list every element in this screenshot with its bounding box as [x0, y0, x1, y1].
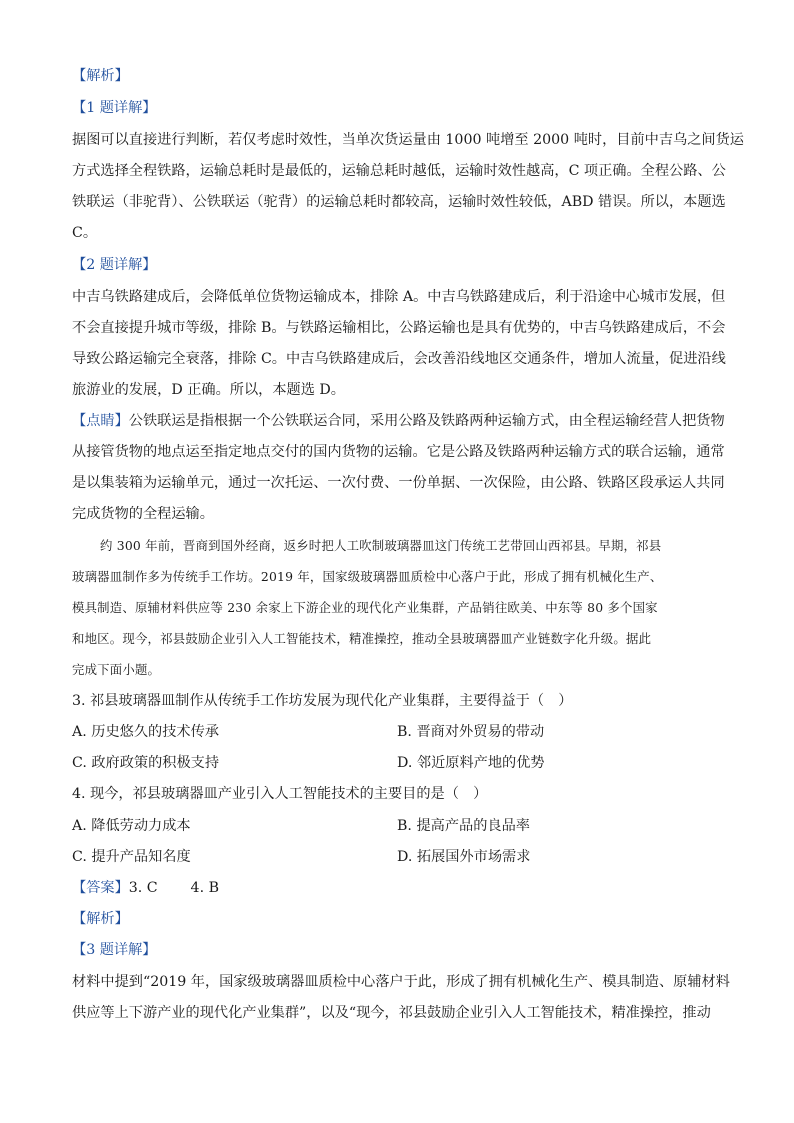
q1-line: 方式选择全程铁路，运输总耗时是最低的，运输总耗时越低，运输时效性越高，C 项正确。全程公路、公: [72, 163, 726, 179]
dianjing-label: 【点睛】: [72, 413, 129, 429]
question-option: D. 邻近原料产地的优势: [397, 755, 545, 771]
q3-line: 材料中提到“2019 年，国家级玻璃器皿质检中心落户于此，形成了拥有机械化生产、模具制造、原辅材料: [72, 974, 730, 990]
question-option: B. 晋商对外贸易的带动: [397, 724, 545, 740]
question-stem: 3. 祁县玻璃器皿制作从传统手工作坊发展为现代化产业集群，主要得益于（ ）: [72, 693, 573, 709]
jiexi-label: 【解析】: [72, 68, 129, 84]
daan-text: 3. C 4. B: [128, 880, 220, 896]
question-option: A. 降低劳动力成本: [72, 818, 191, 834]
q1-detail-label: 【1 题详解】: [72, 100, 157, 116]
answer-line: [72, 878, 722, 898]
q2-detail-label: 【2 题详解】: [72, 257, 157, 273]
dianjing-line: [72, 411, 725, 431]
question-option: A. 历史悠久的技术传承: [72, 724, 219, 740]
q2-line: 不会直接提升城市等级，排除 B。与铁路运输相比，公路运输也是具有优势的，中吉乌铁路建成后，不会: [72, 320, 726, 336]
question-option: D. 拓展国外市场需求: [397, 849, 531, 865]
question-option: C. 政府政策的积极支持: [72, 755, 220, 771]
q3-line: 供应等上下游产业的现代化产业集群”，以及“现今，祁县鼓励企业引入人工智能技术，精准操控，推动: [72, 1005, 711, 1021]
q2-line: 中吉乌铁路建成后，会降低单位货物运输成本，排除 A。中吉乌铁路建成后，利于沿途中心城市发展，但: [72, 289, 726, 305]
material-line: 和地区。现今，祁县鼓励企业引入人工智能技术，精准操控，推动全县玻璃器皿产业链数字化升级。据此: [72, 631, 652, 646]
q1-line: 铁联运（非驼背）、公铁联运（驼背）的运输总耗时都较高，运输时效性较低，ABD 错误。所以，本题选: [72, 194, 726, 210]
material-line: 完成下面小题。: [72, 662, 161, 677]
q2-line: 旅游业的发展，D 正确。所以，本题选 D。: [72, 382, 345, 398]
q1-line: C。: [72, 225, 98, 241]
question-option: C. 提升产品知名度: [72, 849, 191, 865]
material-line: 约 300 年前，晋商到国外经商，返乡时把人工吹制玻璃器皿这门传统工艺带回山西祁县。早期，祁县: [100, 538, 662, 553]
dianjing-text: 公铁联运是指根据一个公铁联运合同，采用公路及铁路两种运输方式，由全程运输经营人把货物: [128, 413, 725, 429]
q3-detail-label: 【3 题详解】: [72, 942, 157, 958]
dianjing-line: 完成货物的全程运输。: [72, 506, 214, 522]
question-option: B. 提高产品的良品率: [397, 818, 530, 834]
q1-line: 据图可以直接进行判断，若仅考虑时效性，当单次货运量由 1000 吨增至 2000 吨时，目前中吉乌之间货运: [72, 132, 744, 148]
jiexi-label: 【解析】: [72, 911, 129, 927]
dianjing-line: 从接管货物的地点运至指定地点交付的国内货物的运输。它是公路及铁路两种运输方式的联合运输，通常: [72, 444, 725, 460]
material-line: 玻璃器皿制作多为传统手工作坊。2019 年，国家级玻璃器皿质检中心落户于此，形成了拥有机械化生产、: [72, 569, 663, 584]
question-stem: 4. 现今，祁县玻璃器皿产业引入人工智能技术的主要目的是（ ）: [72, 786, 488, 802]
daan-label: 【答案】: [72, 880, 129, 896]
dianjing-line: 是以集装箱为运输单元，通过一次托运、一次付费、一份单据、一次保险，由公路、铁路区段承运人共同: [72, 475, 725, 491]
material-line: 模具制造、原辅材料供应等 230 余家上下游企业的现代化产业集群，产品销往欧美、中东等 80 多个国家: [72, 600, 658, 615]
q2-line: 导致公路运输完全衰落，排除 C。中吉乌铁路建成后，会改善沿线地区交通条件，增加人流量，促进沿线: [72, 351, 726, 367]
